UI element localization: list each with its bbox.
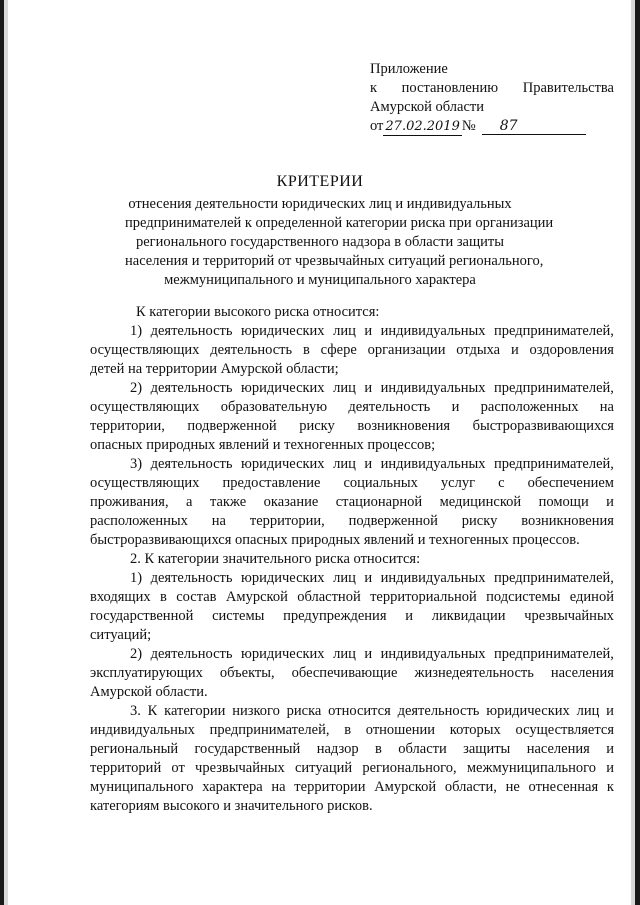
document-body [90,303,614,816]
body-line: быстроразвивающихся опасных природных явлений и техногенных процессов. [90,532,580,548]
word: входящих [90,589,151,605]
word: оздоровления [529,342,614,358]
body-line [90,493,614,512]
word: территориальной [370,589,477,605]
body-line [90,645,614,664]
word: территории, [90,418,165,434]
word: и [364,456,373,472]
word: индивидуальных [380,323,486,339]
word: с [498,475,505,491]
word: на [599,399,614,415]
handwritten-date: 27.02.2019 [385,119,460,134]
word: медицинской [439,494,522,510]
word: в [160,589,167,605]
word: и [451,399,460,415]
word: эксплуатирующих [90,665,203,681]
word: предупреждения [283,608,387,624]
subtitle-line: регионального государственного надзора в области защиты [135,234,504,250]
word: ликвидации [431,608,506,624]
word: деятельность [150,570,233,586]
body-line: опасных природных явлений и техногенных процессов; [90,437,436,453]
word: индивидуальных [380,380,486,396]
date-prefix: от [370,118,384,134]
word: деятельность [150,380,233,396]
body-line [90,569,614,588]
word: лиц [333,380,356,396]
appendix-date-line [370,117,614,136]
word: образовательную [220,399,328,415]
word: юридических [241,456,325,472]
scan-edge-right [630,0,640,905]
word: осуществляющих [90,342,200,358]
word: деятельность [348,399,431,415]
word: системы [212,608,265,624]
body-line [90,740,614,759]
body-line [90,778,614,797]
word: юридических [241,380,325,396]
body-line [90,398,614,417]
word: предпринимателей, [494,456,614,472]
body-line [90,759,614,778]
word: а [186,494,193,510]
word: и [405,608,413,624]
subtitle-line: межмуниципального и муниципального характера [164,272,476,288]
word: межмуниципального [466,760,596,776]
word: индивидуальных [380,456,486,472]
word: 3) [130,456,143,472]
word: юридических [241,323,325,339]
word: юридических [241,646,325,662]
word: и [606,703,614,719]
word: предпринимателей, [494,570,614,586]
word: обеспечивающие [291,665,398,681]
word: риска [286,703,322,719]
word: отношении [365,722,436,738]
body-line: К категории высокого риска относится: [136,304,380,320]
word: отнесенная [528,779,599,795]
word: лиц [333,570,356,586]
word: подсистемы [486,589,561,605]
body-line [90,474,614,493]
word: также [209,494,247,510]
word: деятельность [397,703,480,719]
word: обеспечением [527,475,614,491]
word: предпринимателей, [209,722,330,738]
word: 2) [130,380,143,396]
word: лиц [333,456,356,472]
word: в [375,741,382,757]
word: услуг [440,475,476,491]
word: единой [569,589,614,605]
word: области, [444,779,497,795]
document-subtitle [125,195,554,290]
word: индивидуальных [90,722,195,738]
body-line: детей на территории Амурской области; [90,361,339,377]
word: быстроразвивающихся [472,418,614,434]
word: области [398,741,447,757]
word: индивидуальных [380,646,486,662]
word: организации [367,342,446,358]
appendix-word: постановлению [401,80,499,96]
appendix-line-2 [370,79,614,98]
word: муниципального [90,779,194,795]
word: осуществляется [515,722,614,738]
word: предпринимателей, [494,323,614,339]
word: юридических [486,703,570,719]
word: состав [176,589,217,605]
word: осуществляющих [90,399,200,415]
word: осуществляющих [90,475,200,491]
body-line [90,702,614,721]
appendix-word: Правительства [522,80,614,96]
appendix-line-3: Амурской области [370,99,484,115]
body-line [90,721,614,740]
word: деятельность [150,646,233,662]
word: предпринимателей, [494,646,614,662]
word: ситуаций [294,760,353,776]
word: стационарной [335,494,423,510]
appendix-line-1: Приложение [370,61,448,77]
word: подверженной [348,513,438,529]
body-line [90,379,614,398]
word: и [364,646,373,662]
body-line [90,417,614,436]
word: низкого [232,703,280,719]
body-line [90,341,614,360]
handwritten-number: 87 [482,118,586,135]
body-line [90,455,614,474]
word: возникновения [357,418,451,434]
body-line [90,588,614,607]
word: объекты, [219,665,275,681]
subtitle-line: населения и территорий от чрезвычайных ситуаций регионального, [125,253,544,269]
scan-edge-left [0,0,10,905]
subtitle-line: предпринимателей к определенной категории риска при организации [125,215,554,231]
word: помощи [538,494,589,510]
word: территорий [90,760,162,776]
word: деятельность [150,456,233,472]
body-line [90,607,614,626]
word: сфере [320,342,357,358]
word: в [344,722,352,738]
word: деятельность [150,323,233,339]
subtitle-line: отнесения деятельности юридических лиц и индивидуальных [128,196,512,212]
word: государственный [194,741,301,757]
word: и [364,570,373,586]
word: территории [294,779,366,795]
word: лиц [333,323,356,339]
word: региональный [90,741,179,757]
word: 2) [130,646,143,662]
word: расположенных [480,399,579,415]
word: на [211,513,226,529]
word: регионального, [362,760,457,776]
word: защиты [463,741,511,757]
word: индивидуальных [380,570,486,586]
word: юридических [241,570,325,586]
document-title: КРИТЕРИИ [276,173,364,190]
word: и [510,342,519,358]
word: К [147,703,158,719]
word: Амурской [225,589,288,605]
word: и [606,741,614,757]
word: 3. [130,703,141,719]
word: от [171,760,185,776]
word: населения [526,741,590,757]
word: 1) [130,323,143,339]
word: территории, [249,513,325,529]
word: подверженной [187,418,277,434]
word: лиц [333,646,356,662]
body-line [90,322,614,341]
word: Амурской [374,779,437,795]
word: относится [328,703,391,719]
word: деятельность [210,342,293,358]
word: которых [449,722,501,738]
word: категории [164,703,226,719]
word: областной [297,589,361,605]
word: и [606,760,614,776]
body-line: ситуаций; [90,627,152,643]
word: чрезвычайных [195,760,285,776]
word: надзор [316,741,359,757]
number-sign: № [461,118,476,134]
body-line [90,512,614,531]
word: государственной [90,608,194,624]
body-line: категориям высокого и значительного рисков. [90,798,373,814]
word: характера [202,779,263,795]
word: лиц [576,703,600,719]
appendix-word: к [370,80,378,96]
word: и [606,494,614,510]
word: жизнедеятельность [414,665,534,681]
word: риску [461,513,498,529]
word: и [364,323,373,339]
word: к [606,779,614,795]
word: расположенных [90,513,188,529]
body-line: Амурской области. [90,684,208,700]
word: 1) [130,570,143,586]
word: предпринимателей, [494,380,614,396]
word: отдыха [456,342,501,358]
word: не [505,779,520,795]
word: возникновения [521,513,614,529]
word: риску [299,418,335,434]
word: предоставление [222,475,321,491]
body-line [90,664,614,683]
body-line: 2. К категории значительного риска относится: [130,551,421,567]
appendix-block [370,60,614,136]
word: чрезвычайных [524,608,614,624]
word: в [302,342,310,358]
word: на [271,779,286,795]
word: социальных [343,475,418,491]
word: и [364,380,373,396]
word: проживания, [90,494,169,510]
word: оказание [263,494,319,510]
word: населения [550,665,614,681]
